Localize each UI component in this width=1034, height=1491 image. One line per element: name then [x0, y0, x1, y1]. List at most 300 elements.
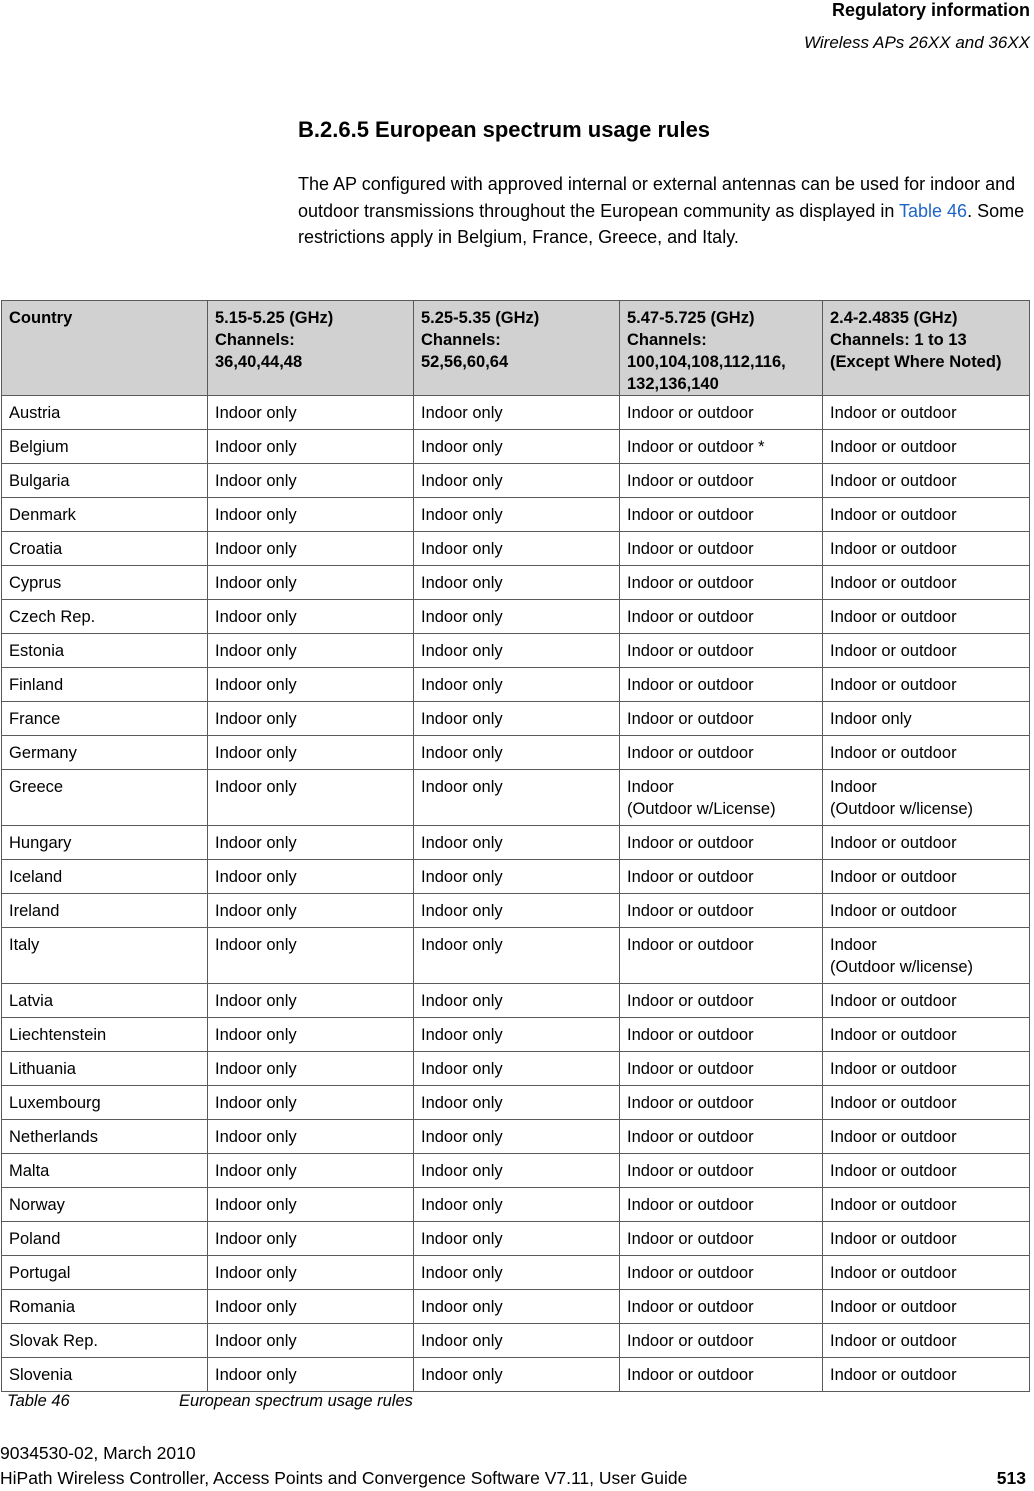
cell-line: Indoor only: [215, 608, 297, 626]
table-row: [2, 928, 1030, 984]
cell-country: [2, 1052, 208, 1086]
column-header-band-5470: [620, 301, 823, 396]
cell-line: Indoor only: [421, 902, 503, 920]
cell-band-5470: [620, 430, 823, 464]
cell-band-2400: [823, 430, 1030, 464]
intro-text-before: The AP configured with approved internal or external antennas can be used for indoor and outdoor transmissions throughout the European community as displayed in: [298, 174, 1016, 221]
cell-band-5470: [620, 770, 823, 826]
cell-line: Indoor or outdoor: [830, 1196, 957, 1214]
cell-line: Indoor or outdoor: [627, 1298, 754, 1316]
column-header-band-5250: [414, 301, 620, 396]
cell-band-2400: [823, 600, 1030, 634]
cell-band-5250: [414, 1120, 620, 1154]
cell-line: Luxembourg: [9, 1094, 101, 1112]
cell-country: [2, 702, 208, 736]
cell-band-5470: [620, 1256, 823, 1290]
cell-band-2400: [823, 736, 1030, 770]
table-row: [2, 1256, 1030, 1290]
cell-line: Indoor only: [421, 608, 503, 626]
cell-line: Indoor or outdoor: [830, 1264, 957, 1282]
cell-line: Indoor or outdoor: [830, 472, 957, 490]
table-row: [2, 770, 1030, 826]
cell-line: Indoor only: [421, 936, 503, 954]
cell-band-5470: [620, 634, 823, 668]
cell-line: Hungary: [9, 834, 72, 852]
cell-line: Indoor only: [215, 868, 297, 886]
cell-line: Indoor only: [215, 1298, 297, 1316]
cell-line: Netherlands: [9, 1128, 98, 1146]
cell-band-2400: [823, 770, 1030, 826]
cell-line: Indoor only: [215, 1026, 297, 1044]
intro-text-after: . Some restrictions apply in Belgium, France, Greece, and Italy.: [298, 200, 1025, 247]
cell-line: Indoor or outdoor *: [627, 438, 765, 456]
cell-country: [2, 1120, 208, 1154]
cell-band-5150: [208, 1154, 414, 1188]
cell-band-5470: [620, 860, 823, 894]
cell-band-2400: [823, 464, 1030, 498]
cell-line: Indoor or outdoor: [830, 1332, 957, 1350]
cell-line: Channels:: [421, 331, 501, 349]
cell-line: Indoor only: [421, 540, 503, 558]
cell-band-5470: [620, 396, 823, 430]
cell-country: [2, 634, 208, 668]
cell-band-5250: [414, 928, 620, 984]
caption-text: European spectrum usage rules: [179, 1392, 413, 1410]
table-row: [2, 1154, 1030, 1188]
cell-band-5150: [208, 532, 414, 566]
cell-line: Indoor only: [215, 574, 297, 592]
cell-country: [2, 1154, 208, 1188]
cell-band-2400: [823, 894, 1030, 928]
cell-line: Indoor only: [421, 1060, 503, 1078]
cell-line: 36,40,44,48: [215, 353, 303, 371]
cell-band-5470: [620, 1052, 823, 1086]
cell-band-2400: [823, 634, 1030, 668]
cell-line: Indoor or outdoor: [627, 1128, 754, 1146]
cell-line: 52,56,60,64: [421, 353, 509, 371]
cell-line: Belgium: [9, 438, 69, 456]
cell-country: [2, 532, 208, 566]
table-row: [2, 826, 1030, 860]
cell-band-5150: [208, 1188, 414, 1222]
cell-line: Indoor or outdoor: [627, 472, 754, 490]
table-row: [2, 600, 1030, 634]
cell-line: Greece: [9, 778, 64, 796]
cell-line: Indoor or outdoor: [627, 404, 754, 422]
table-row: [2, 984, 1030, 1018]
footer-guide-title: HiPath Wireless Controller, Access Points and Convergence Software V7.11, User Guide: [0, 1468, 688, 1488]
column-header-band-2400: [823, 301, 1030, 396]
cell-band-5250: [414, 634, 620, 668]
cell-band-2400: [823, 1154, 1030, 1188]
cell-band-5250: [414, 1086, 620, 1120]
cell-band-5470: [620, 668, 823, 702]
cell-band-5150: [208, 1358, 414, 1392]
cell-band-5250: [414, 430, 620, 464]
cell-line: Indoor or outdoor: [627, 676, 754, 694]
cell-line: Romania: [9, 1298, 76, 1316]
cell-band-5250: [414, 770, 620, 826]
cell-band-2400: [823, 566, 1030, 600]
table-row: [2, 668, 1030, 702]
cell-band-5470: [620, 1120, 823, 1154]
cell-line: Indoor only: [215, 778, 297, 796]
cell-line: Indoor or outdoor: [627, 936, 754, 954]
page-number: 513: [996, 1468, 1026, 1488]
cell-line: Indoor only: [421, 868, 503, 886]
cell-band-5150: [208, 894, 414, 928]
cell-line: Indoor or outdoor: [627, 992, 754, 1010]
cell-line: Indoor or outdoor: [830, 992, 957, 1010]
cell-band-5470: [620, 1018, 823, 1052]
cell-line: Indoor: [627, 778, 674, 796]
cell-line: Indoor only: [215, 936, 297, 954]
table-row: [2, 396, 1030, 430]
cell-band-5250: [414, 1324, 620, 1358]
cell-line: Indoor only: [215, 1332, 297, 1350]
cell-line: France: [9, 710, 61, 728]
cell-line: Indoor or outdoor: [830, 1060, 957, 1078]
cell-band-2400: [823, 668, 1030, 702]
cell-line: Indoor only: [215, 1366, 297, 1384]
cell-line: Indoor only: [421, 1026, 503, 1044]
cell-line: Indoor or outdoor: [627, 1332, 754, 1350]
cell-line: Indoor only: [421, 1366, 503, 1384]
cell-country: [2, 396, 208, 430]
cell-band-5150: [208, 1052, 414, 1086]
cell-line: Ireland: [9, 902, 60, 920]
cell-band-2400: [823, 928, 1030, 984]
intro-paragraph: [298, 171, 1030, 251]
table-row: [2, 702, 1030, 736]
cell-band-5250: [414, 826, 620, 860]
cell-line: Indoor or outdoor: [830, 642, 957, 660]
cell-band-5250: [414, 1358, 620, 1392]
cell-country: [2, 464, 208, 498]
cell-line: 5.47-5.725 (GHz): [627, 309, 755, 327]
cell-line: Indoor only: [421, 710, 503, 728]
cell-line: Indoor only: [215, 744, 297, 762]
cell-line: Indoor only: [215, 834, 297, 852]
column-header-country: [2, 301, 208, 396]
cell-band-5470: [620, 566, 823, 600]
cell-line: Indoor or outdoor: [627, 744, 754, 762]
cell-band-5150: [208, 984, 414, 1018]
cell-line: Indoor only: [421, 506, 503, 524]
cell-line: Indoor or outdoor: [830, 868, 957, 886]
cell-band-5150: [208, 430, 414, 464]
cell-band-5250: [414, 984, 620, 1018]
cell-band-5250: [414, 532, 620, 566]
cell-line: Indoor or outdoor: [830, 1094, 957, 1112]
footer-doc-id: 9034530-02, March 2010: [0, 1443, 196, 1463]
cell-line: Indoor only: [421, 1264, 503, 1282]
table-row: [2, 464, 1030, 498]
cell-line: Indoor only: [421, 1332, 503, 1350]
cell-line: Indoor only: [215, 472, 297, 490]
table-row: [2, 1222, 1030, 1256]
cell-line: Indoor or outdoor: [830, 676, 957, 694]
cell-line: 2.4-2.4835 (GHz): [830, 309, 958, 327]
cell-country: [2, 1358, 208, 1392]
cell-line: Indoor only: [421, 992, 503, 1010]
caption-label: Table 46: [7, 1392, 70, 1410]
cell-line: Indoor: [830, 936, 877, 954]
cell-country: [2, 826, 208, 860]
cell-band-5250: [414, 464, 620, 498]
cell-band-2400: [823, 860, 1030, 894]
cell-line: Indoor only: [215, 710, 297, 728]
cell-line: Indoor only: [421, 472, 503, 490]
cell-line: Indoor or outdoor: [627, 574, 754, 592]
cell-country: [2, 1188, 208, 1222]
cell-country: [2, 1324, 208, 1358]
table-row: [2, 1120, 1030, 1154]
cell-country: [2, 860, 208, 894]
cell-country: [2, 1222, 208, 1256]
cell-country: [2, 1086, 208, 1120]
cell-country: [2, 1256, 208, 1290]
cell-band-5150: [208, 600, 414, 634]
table-caption: [7, 1392, 413, 1411]
cell-band-5150: [208, 860, 414, 894]
cell-line: Liechtenstein: [9, 1026, 107, 1044]
cell-line: Indoor only: [215, 676, 297, 694]
cell-line: Indoor only: [421, 1230, 503, 1248]
cell-line: Indoor only: [215, 1230, 297, 1248]
cell-band-5150: [208, 1256, 414, 1290]
cell-line: Indoor only: [421, 1128, 503, 1146]
cell-line: Finland: [9, 676, 64, 694]
cell-line: 5.25-5.35 (GHz): [421, 309, 540, 327]
cell-line: Indoor or outdoor: [627, 540, 754, 558]
cell-line: Norway: [9, 1196, 65, 1214]
cell-band-5150: [208, 928, 414, 984]
cell-line: Indoor or outdoor: [627, 1094, 754, 1112]
cell-band-2400: [823, 1052, 1030, 1086]
table-row: [2, 634, 1030, 668]
cell-country: [2, 984, 208, 1018]
cell-line: Indoor only: [215, 902, 297, 920]
cell-line: Portugal: [9, 1264, 71, 1282]
cell-line: (Except Where Noted): [830, 353, 1002, 371]
cell-band-5470: [620, 826, 823, 860]
cell-band-5150: [208, 736, 414, 770]
cell-band-5470: [620, 928, 823, 984]
cell-line: (Outdoor w/license): [830, 958, 974, 976]
cell-line: 132,136,140: [627, 375, 719, 393]
cell-band-2400: [823, 826, 1030, 860]
table-row: [2, 498, 1030, 532]
cell-band-5250: [414, 1018, 620, 1052]
table-row: [2, 566, 1030, 600]
cell-band-5150: [208, 464, 414, 498]
cell-line: Indoor or outdoor: [627, 642, 754, 660]
cell-band-2400: [823, 1222, 1030, 1256]
cell-band-2400: [823, 396, 1030, 430]
cell-line: Indoor or outdoor: [627, 1264, 754, 1282]
cell-band-2400: [823, 1120, 1030, 1154]
cell-line: Indoor only: [215, 1060, 297, 1078]
cell-line: Indoor only: [421, 1196, 503, 1214]
table-row: [2, 532, 1030, 566]
cell-line: Indoor or outdoor: [627, 506, 754, 524]
cell-country: [2, 770, 208, 826]
cell-country: [2, 668, 208, 702]
cell-line: Indoor or outdoor: [830, 1230, 957, 1248]
cell-band-5250: [414, 860, 620, 894]
table-row: [2, 1358, 1030, 1392]
cell-band-5470: [620, 984, 823, 1018]
cell-band-5150: [208, 1324, 414, 1358]
cell-line: Austria: [9, 404, 61, 422]
cell-line: Indoor only: [215, 506, 297, 524]
cell-band-5150: [208, 826, 414, 860]
cell-band-5150: [208, 1018, 414, 1052]
cell-band-5250: [414, 1290, 620, 1324]
cell-band-2400: [823, 532, 1030, 566]
cell-band-5470: [620, 1324, 823, 1358]
cell-line: Bulgaria: [9, 472, 70, 490]
cell-line: Estonia: [9, 642, 65, 660]
cell-line: Latvia: [9, 992, 54, 1010]
cell-country: [2, 1018, 208, 1052]
cell-line: Czech Rep.: [9, 608, 96, 626]
cell-line: Indoor only: [215, 438, 297, 456]
cell-line: Indoor only: [421, 834, 503, 852]
table-row: [2, 736, 1030, 770]
cell-line: Indoor or outdoor: [830, 1298, 957, 1316]
cell-line: Indoor or outdoor: [830, 540, 957, 558]
cell-line: Slovenia: [9, 1366, 73, 1384]
cell-band-5250: [414, 600, 620, 634]
cell-band-5150: [208, 1290, 414, 1324]
cell-line: Indoor or outdoor: [830, 506, 957, 524]
cell-line: Indoor or outdoor: [830, 834, 957, 852]
cell-line: Indoor only: [421, 1298, 503, 1316]
running-header-title: Regulatory information: [831, 0, 1030, 20]
cell-line: Indoor only: [421, 1094, 503, 1112]
cell-band-2400: [823, 1358, 1030, 1392]
table-row: [2, 1290, 1030, 1324]
cell-band-2400: [823, 1290, 1030, 1324]
cell-line: 100,104,108,112,116,: [627, 353, 786, 371]
cell-line: Indoor only: [421, 676, 503, 694]
cell-band-5250: [414, 702, 620, 736]
cell-band-5250: [414, 1154, 620, 1188]
cell-line: Indoor only: [215, 1094, 297, 1112]
cell-line: Indoor or outdoor: [830, 438, 957, 456]
cell-line: Channels: 1 to 13: [830, 331, 967, 349]
cell-country: [2, 600, 208, 634]
cell-line: 5.15-5.25 (GHz): [215, 309, 334, 327]
running-header-subtitle: Wireless APs 26XX and 36XX: [804, 33, 1030, 52]
cell-band-5250: [414, 498, 620, 532]
cell-country: [2, 1290, 208, 1324]
cell-band-2400: [823, 1324, 1030, 1358]
cell-line: Indoor or outdoor: [830, 744, 957, 762]
cell-line: Poland: [9, 1230, 61, 1248]
cell-line: Indoor only: [215, 642, 297, 660]
cell-country: [2, 566, 208, 600]
cell-country: [2, 430, 208, 464]
cell-line: Country: [9, 309, 73, 327]
cell-line: Indoor: [830, 778, 877, 796]
cell-band-2400: [823, 1188, 1030, 1222]
table-row: [2, 894, 1030, 928]
table-row: [2, 860, 1030, 894]
cell-line: Indoor or outdoor: [830, 1366, 957, 1384]
cell-country: [2, 498, 208, 532]
cell-band-5250: [414, 1256, 620, 1290]
spectrum-rules-table: [1, 300, 1030, 1392]
cell-line: Indoor only: [215, 1264, 297, 1282]
cell-line: Lithuania: [9, 1060, 76, 1078]
cell-band-5250: [414, 396, 620, 430]
cell-line: Indoor only: [421, 438, 503, 456]
cell-line: Indoor or outdoor: [830, 902, 957, 920]
cell-band-5250: [414, 668, 620, 702]
cell-band-5250: [414, 736, 620, 770]
cell-line: Indoor only: [215, 992, 297, 1010]
cell-band-5150: [208, 668, 414, 702]
cell-line: Channels:: [215, 331, 295, 349]
cell-band-5150: [208, 498, 414, 532]
cell-line: Indoor only: [215, 1196, 297, 1214]
cell-line: Indoor or outdoor: [830, 1162, 957, 1180]
cell-line: Indoor only: [421, 404, 503, 422]
section-heading: B.2.6.5 European spectrum usage rules: [298, 117, 711, 142]
cell-country: [2, 928, 208, 984]
cell-band-5470: [620, 702, 823, 736]
cell-band-5150: [208, 1222, 414, 1256]
cell-band-5470: [620, 1222, 823, 1256]
cell-line: Malta: [9, 1162, 50, 1180]
cell-band-5470: [620, 1290, 823, 1324]
cell-line: Cyprus: [9, 574, 62, 592]
cell-band-2400: [823, 1018, 1030, 1052]
cell-band-2400: [823, 498, 1030, 532]
cell-band-5470: [620, 1188, 823, 1222]
cell-line: Indoor only: [421, 744, 503, 762]
cell-line: Indoor only: [215, 404, 297, 422]
cell-band-5250: [414, 1188, 620, 1222]
cell-line: Indoor or outdoor: [627, 1366, 754, 1384]
cell-line: Indoor or outdoor: [830, 404, 957, 422]
cell-band-5150: [208, 566, 414, 600]
cell-band-5250: [414, 1052, 620, 1086]
cell-line: Indoor or outdoor: [627, 710, 754, 728]
cell-line: Indoor only: [421, 778, 503, 796]
table-46-link[interactable]: Table 46: [899, 200, 968, 221]
cell-band-5470: [620, 498, 823, 532]
cell-band-5150: [208, 634, 414, 668]
cell-band-2400: [823, 984, 1030, 1018]
cell-line: (Outdoor w/License): [627, 800, 776, 818]
cell-line: Indoor or outdoor: [627, 868, 754, 886]
cell-line: Indoor or outdoor: [627, 608, 754, 626]
table-row: [2, 1188, 1030, 1222]
cell-line: Indoor only: [421, 642, 503, 660]
cell-line: Indoor or outdoor: [627, 1026, 754, 1044]
cell-line: Indoor only: [215, 1162, 297, 1180]
cell-line: Italy: [9, 936, 40, 954]
cell-line: Indoor or outdoor: [627, 1060, 754, 1078]
cell-line: Slovak Rep.: [9, 1332, 98, 1350]
cell-line: Iceland: [9, 868, 63, 886]
cell-line: Indoor or outdoor: [830, 608, 957, 626]
cell-band-5470: [620, 532, 823, 566]
